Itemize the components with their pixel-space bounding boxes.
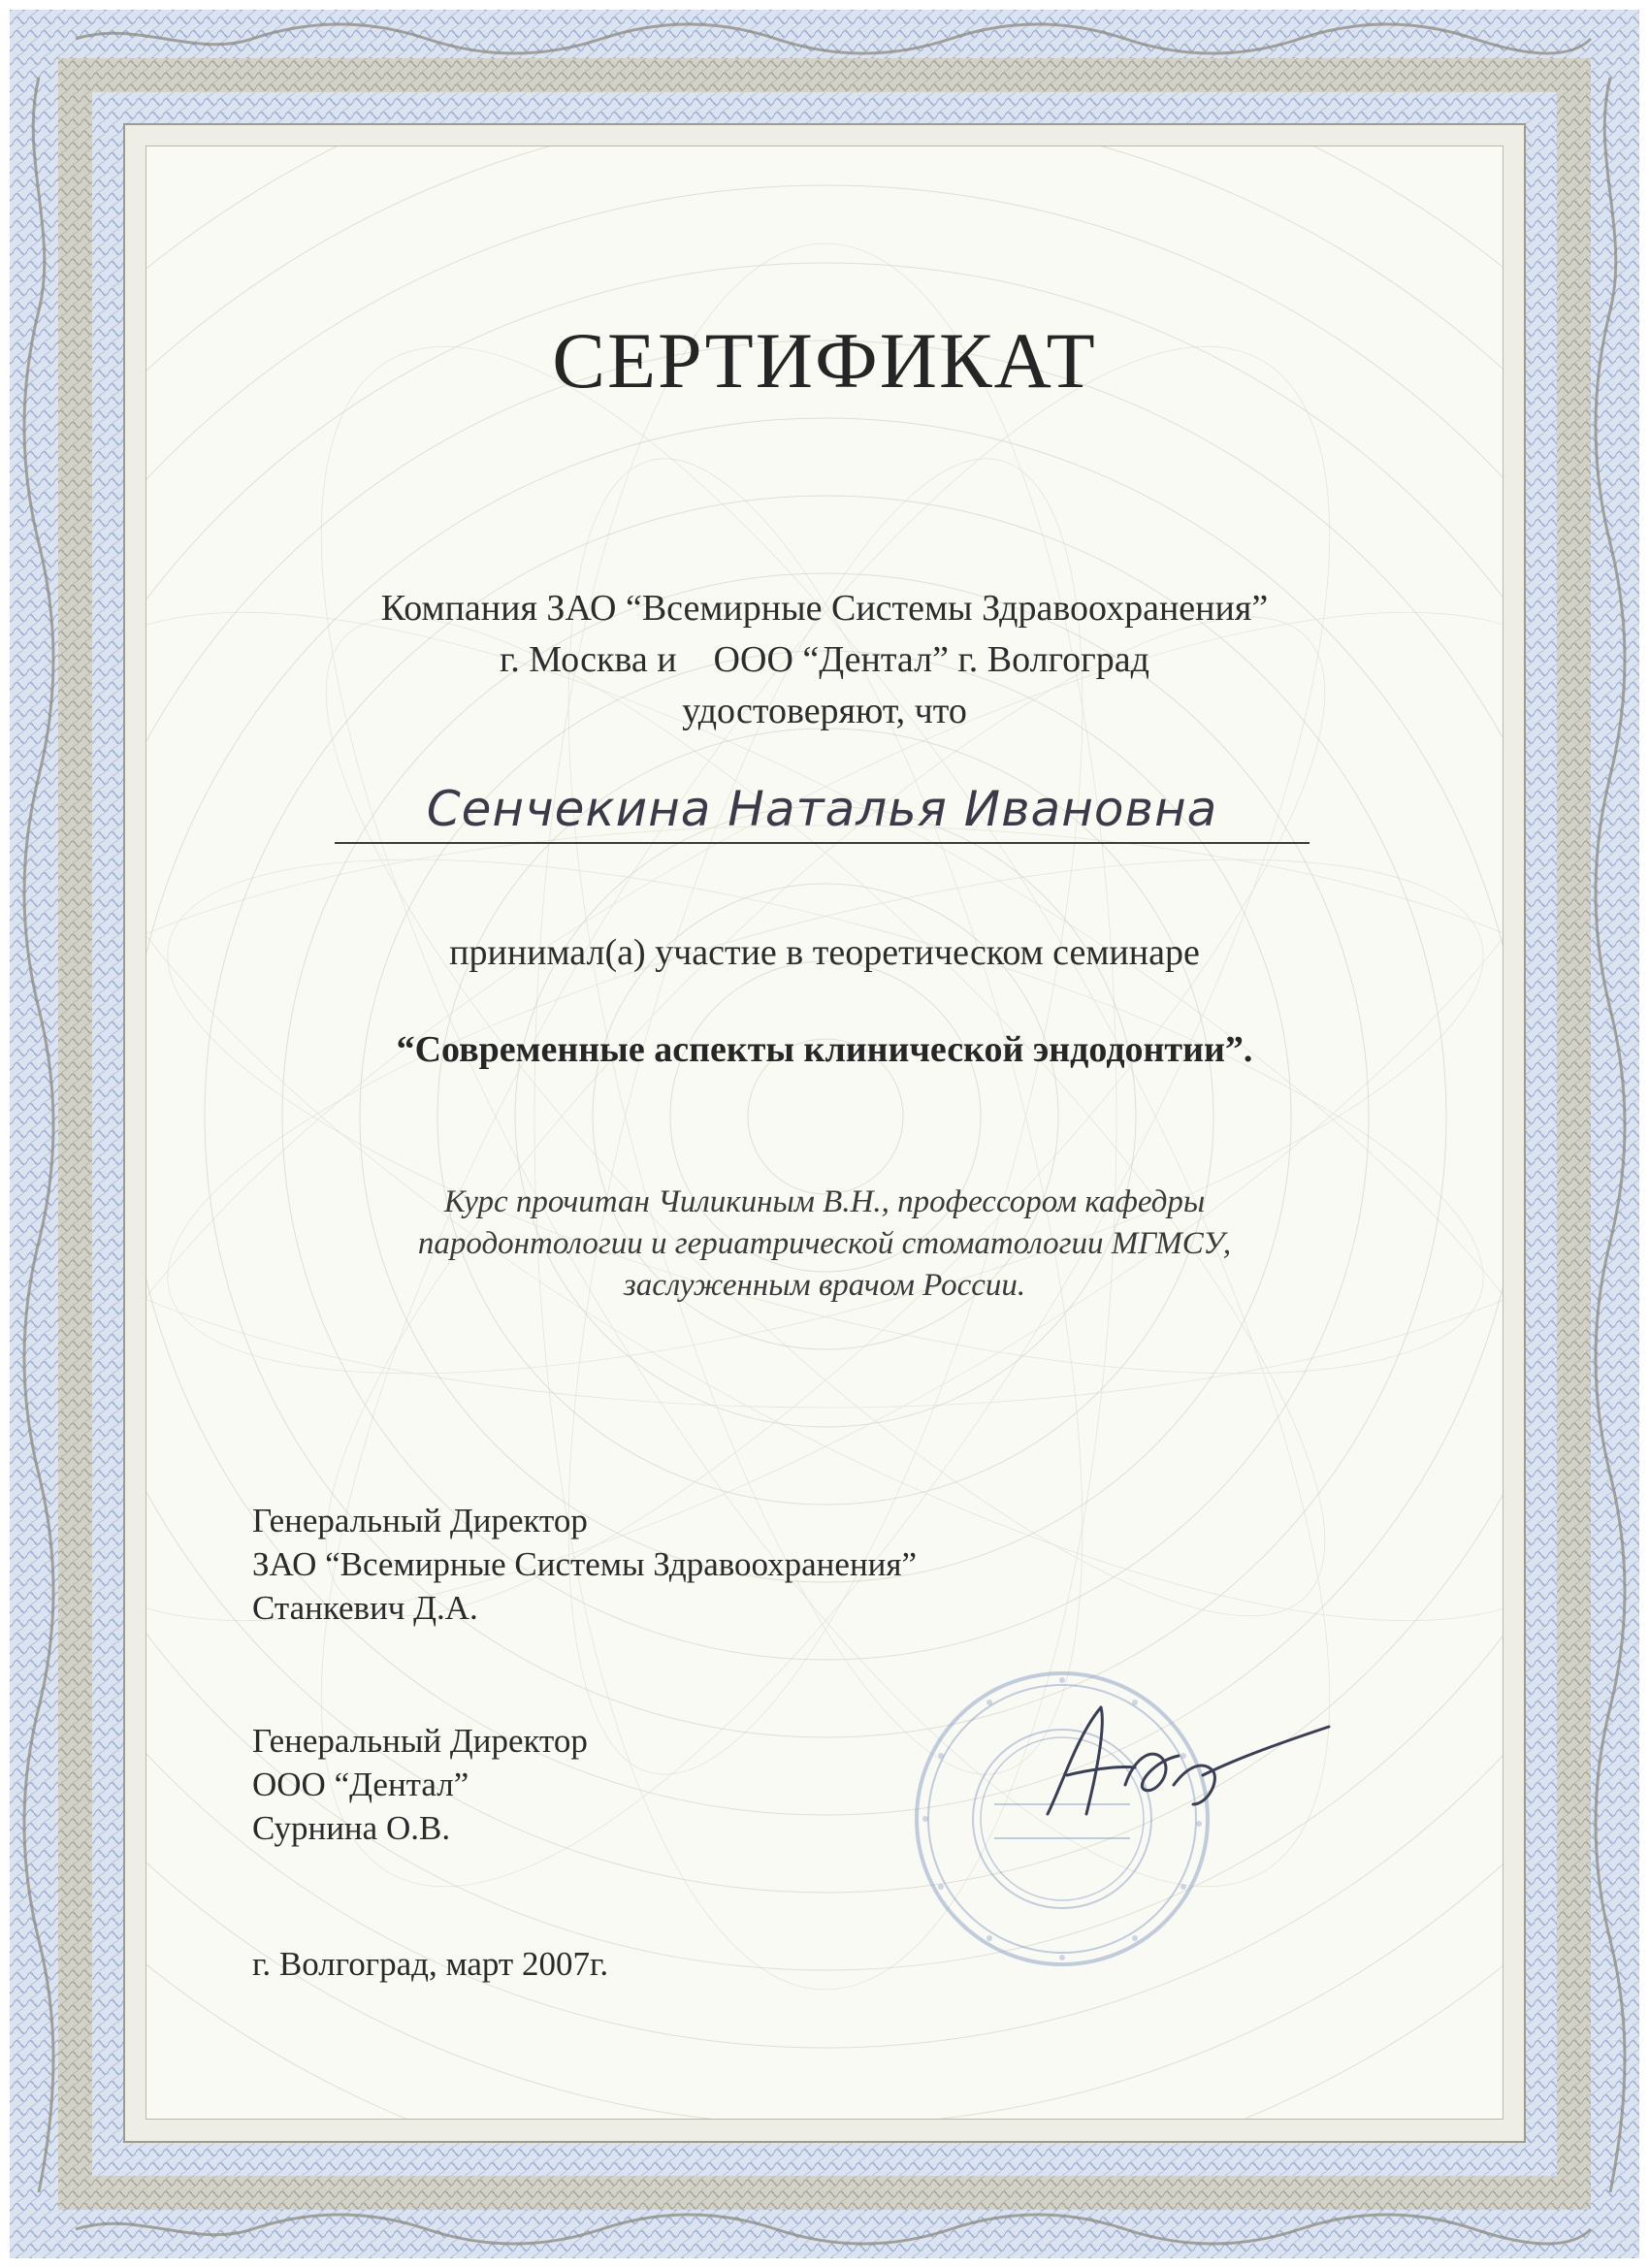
- place-date: г. Волгоград, март 2007г.: [252, 1945, 609, 1983]
- recipient-name: Сенчекина Наталья Ивановна: [426, 781, 1218, 837]
- handwritten-signature: [1009, 1669, 1358, 1863]
- participation-text: принимал(а) участие в теоретическом семинаре: [449, 932, 1200, 973]
- signatory-1-name: Станкевич Д.А.: [252, 1589, 478, 1627]
- certificate-title: СЕРТИФИКАТ: [552, 316, 1097, 405]
- signatory-2-org: ООО “Дентал”: [252, 1766, 469, 1803]
- signatory-2: [252, 1719, 588, 1850]
- lecturer-line-3: заслуженным врачом России.: [623, 1268, 1026, 1303]
- signatory-1-org: ЗАО “Всемирные Системы Здравоохранения”: [252, 1545, 918, 1583]
- recipient-underline: [335, 842, 1310, 844]
- seminar-title: “Современные аспекты клинической эндодонтии”.: [396, 1029, 1253, 1070]
- issuer-line-3: удостоверяют, что: [682, 691, 967, 731]
- lecturer-line-2: пародонтологии и гериатрической стоматологии МГМСУ,: [417, 1226, 1232, 1261]
- lecturer-line-1: Курс прочитан Чиликиным В.Н., профессором кафедры: [443, 1184, 1206, 1219]
- issuer-line-1: Компания ЗАО “Всемирные Системы Здравоохранения”: [380, 588, 1269, 629]
- signatory-2-role: Генеральный Директор: [252, 1722, 588, 1760]
- lecturer-info: [146, 1182, 1504, 1307]
- signatory-1: [252, 1499, 917, 1630]
- signatory-1-role: Генеральный Директор: [252, 1502, 588, 1539]
- signatory-2-name: Сурнина О.В.: [252, 1809, 451, 1847]
- certificate-content: [146, 146, 1504, 2120]
- issuer-line-2: г. Москва и ООО “Дентал” г. Волгоград: [500, 639, 1149, 680]
